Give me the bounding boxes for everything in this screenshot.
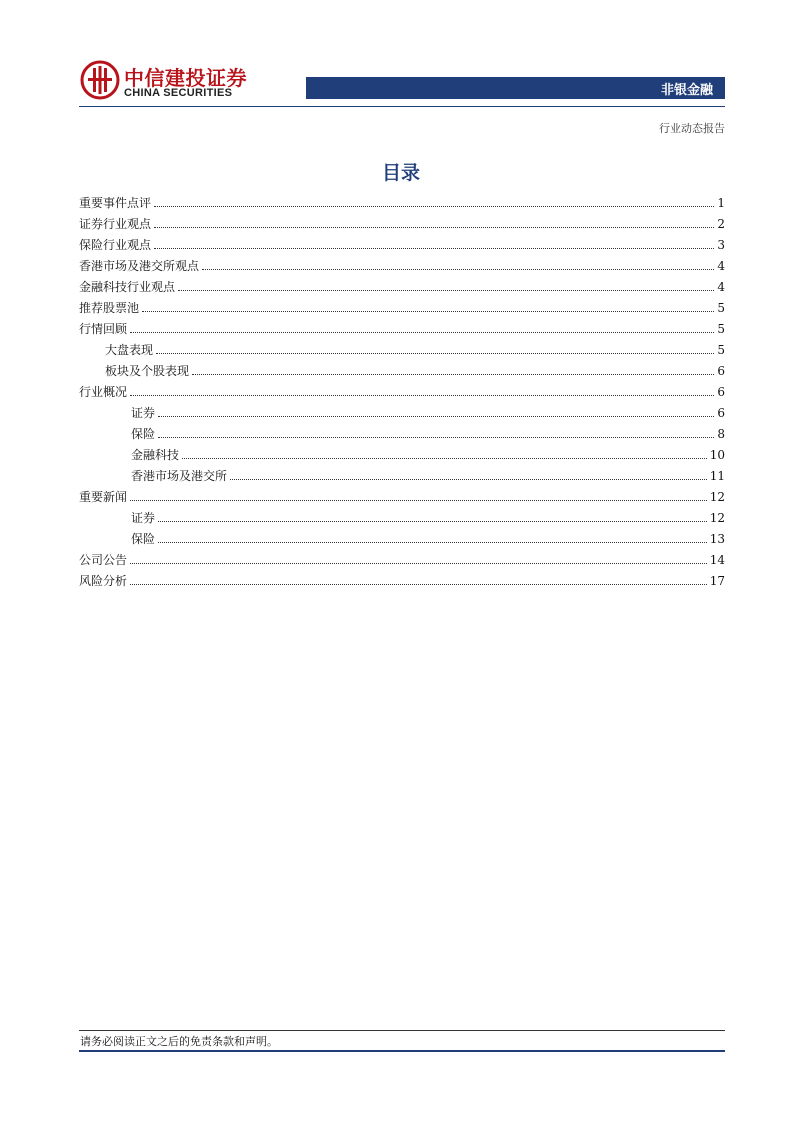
toc-entry-page: 14	[709, 553, 725, 567]
toc-leader-dots	[178, 289, 714, 291]
toc-entry-label: 金融科技行业观点	[79, 280, 176, 294]
toc-entry[interactable]	[79, 358, 725, 379]
toc-entry-label: 证券	[131, 406, 156, 420]
toc-leader-dots	[158, 436, 714, 438]
toc-entry[interactable]	[79, 400, 725, 421]
toc-entry-page: 5	[717, 322, 725, 336]
toc-entry-page: 6	[717, 364, 725, 378]
toc-leader-dots	[154, 226, 714, 228]
toc-entry[interactable]	[79, 568, 725, 589]
toc-leader-dots	[130, 394, 714, 396]
toc-leader-dots	[130, 331, 714, 333]
toc-entry[interactable]	[79, 547, 725, 568]
toc-leader-dots	[158, 520, 707, 522]
toc-entry-label: 行情回顾	[79, 322, 128, 336]
logo-chinese-name: 中信建投证券	[124, 66, 247, 90]
toc-entry-page: 10	[709, 448, 725, 462]
toc-entry-label: 风险分析	[79, 574, 128, 588]
toc-entry-label: 大盘表现	[105, 343, 154, 357]
toc-entry[interactable]	[79, 274, 725, 295]
toc-entry[interactable]	[79, 526, 725, 547]
toc-entry[interactable]	[79, 232, 725, 253]
toc-entry[interactable]	[79, 190, 725, 211]
toc-entry-label: 香港市场及港交所观点	[79, 259, 200, 273]
toc-entry-page: 8	[717, 427, 725, 441]
toc-leader-dots	[142, 310, 714, 312]
toc-entry-page: 5	[717, 301, 725, 315]
toc-entry-label: 证券	[131, 511, 156, 525]
toc-entry[interactable]	[79, 463, 725, 484]
toc-leader-dots	[156, 352, 714, 354]
toc-title: 目录	[381, 162, 420, 184]
logo-english-name: CHINA SECURITIES	[124, 87, 233, 99]
toc-entry-label: 保险行业观点	[79, 238, 152, 252]
report-type-label: 行业动态报告	[659, 122, 725, 135]
toc-leader-dots	[192, 373, 714, 375]
toc-leader-dots	[130, 562, 707, 564]
toc-leader-dots	[130, 583, 707, 585]
toc-entry-page: 11	[709, 469, 725, 483]
toc-leader-dots	[202, 268, 714, 270]
toc-entry[interactable]	[79, 316, 725, 337]
toc-entry[interactable]	[79, 421, 725, 442]
company-logo	[80, 60, 255, 106]
toc-leader-dots	[182, 457, 707, 459]
toc-entry[interactable]	[79, 484, 725, 505]
toc-leader-dots	[154, 205, 714, 207]
toc-entry-page: 3	[717, 238, 725, 252]
toc-entry[interactable]	[79, 337, 725, 358]
toc-entry-label: 保险	[131, 427, 156, 441]
toc-entry-page: 6	[717, 406, 725, 420]
toc-entry-page: 2	[717, 217, 725, 231]
toc-entry[interactable]	[79, 211, 725, 232]
toc-entry-label: 证券行业观点	[79, 217, 152, 231]
toc-entry-label: 推荐股票池	[79, 301, 140, 315]
toc-entry-label: 行业概况	[79, 385, 128, 399]
toc-entry-page: 4	[717, 259, 725, 273]
toc-leader-dots	[158, 415, 714, 417]
toc-entry-label: 重要新闻	[79, 490, 128, 504]
toc-entry-page: 13	[709, 532, 725, 546]
toc-entry[interactable]	[79, 379, 725, 400]
header-divider	[79, 106, 725, 107]
footer-bottom-rule	[79, 1050, 725, 1052]
footer-disclaimer: 请务必阅读正文之后的免责条款和声明。	[80, 1035, 278, 1048]
toc-entry-page: 12	[709, 511, 725, 525]
footer-divider	[79, 1030, 725, 1031]
toc-entry-label: 香港市场及港交所	[131, 469, 228, 483]
toc-leader-dots	[158, 541, 707, 543]
toc-entry-page: 12	[709, 490, 725, 504]
section-banner	[306, 77, 725, 99]
toc-leader-dots	[154, 247, 714, 249]
toc-entry-label: 板块及个股表现	[105, 364, 190, 378]
toc-entry-label: 金融科技	[131, 448, 180, 462]
toc-entry-page: 5	[717, 343, 725, 357]
toc-entry-page: 6	[717, 385, 725, 399]
toc-entry-page: 17	[709, 574, 725, 588]
toc-entry-label: 保险	[131, 532, 156, 546]
toc-leader-dots	[230, 478, 707, 480]
toc-entry-page: 4	[717, 280, 725, 294]
section-label: 非银金融	[660, 83, 713, 98]
toc-entry[interactable]	[79, 253, 725, 274]
toc-entry[interactable]	[79, 442, 725, 463]
toc-entry-page: 1	[717, 196, 725, 210]
toc-entry-label: 公司公告	[79, 553, 128, 567]
toc-entry[interactable]	[79, 295, 725, 316]
table-of-contents	[79, 190, 725, 589]
toc-entry-label: 重要事件点评	[79, 196, 152, 210]
toc-entry[interactable]	[79, 505, 725, 526]
citic-logo-icon	[80, 60, 120, 100]
toc-leader-dots	[130, 499, 707, 501]
